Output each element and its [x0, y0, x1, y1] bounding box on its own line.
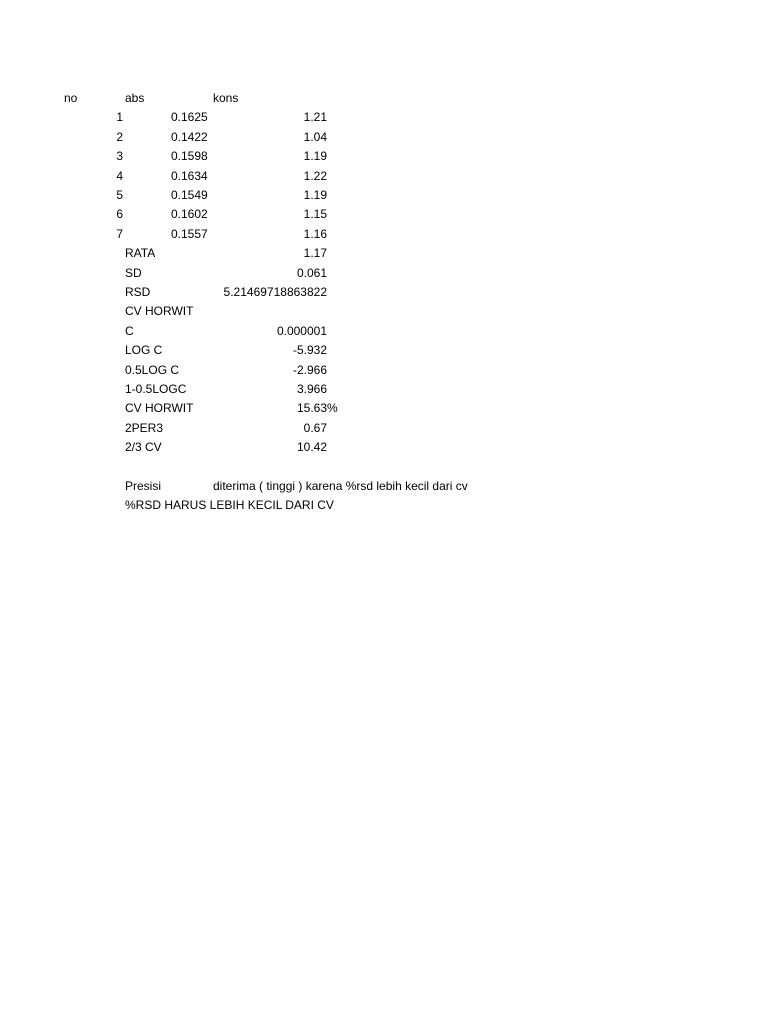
row-kons: 1.15: [303, 207, 327, 222]
stat-label: CV HORWIT: [125, 401, 194, 416]
row-abs: 0.1549: [171, 188, 208, 202]
stat-row-one-minus-half-log-c: [0, 380, 768, 399]
stat-row-cv-horwit-heading: [0, 302, 768, 321]
stat-value: -2.966: [292, 362, 327, 377]
stat-label: 2/3 CV: [125, 440, 162, 455]
row-abs: 0.1422: [171, 129, 208, 144]
stat-value: 0.000001: [276, 323, 327, 338]
conclusion-label: Presisi: [125, 479, 162, 493]
row-abs: 0.1557: [171, 226, 208, 241]
stat-value: 0.67: [303, 420, 327, 435]
header-row: [0, 89, 768, 108]
row-no: 1: [116, 110, 123, 125]
row-kons: 1.04: [303, 129, 327, 144]
row-abs: 0.1625: [171, 110, 208, 125]
row-no: 2: [116, 129, 123, 144]
conclusion-note: %RSD HARUS LEBIH KECIL DARI CV: [125, 498, 334, 513]
row-kons: 1.22: [303, 168, 327, 183]
stat-value: 10.42: [296, 440, 327, 455]
row-kons: 1.21: [303, 110, 327, 125]
row-abs: 0.1634: [171, 168, 208, 183]
stat-value: -5.932: [292, 343, 327, 358]
stat-label: SD: [125, 265, 142, 280]
stat-value: 15.63: [296, 401, 327, 416]
conclusion-row: [0, 477, 768, 496]
row-no: 4: [116, 168, 123, 183]
stat-label: 2PER3: [125, 420, 164, 435]
row-no: 5: [116, 188, 123, 202]
row-no: 6: [116, 207, 123, 222]
stat-value: 0.061: [296, 265, 327, 280]
header-no: no: [64, 91, 78, 105]
stat-row-half-log-c: [0, 361, 768, 380]
stat-row-rata: [0, 244, 768, 263]
stat-label: RSD: [125, 285, 151, 299]
stat-label: 1-0.5LOGC: [125, 382, 187, 396]
stat-value: 5.21469718863822: [223, 285, 327, 299]
table-row: [0, 225, 768, 244]
row-kons: 1.16: [303, 226, 327, 241]
table-row: [0, 205, 768, 224]
table-row: [0, 128, 768, 147]
stat-row-rsd: [0, 283, 768, 302]
header-kons: kons: [213, 91, 239, 105]
row-no: 3: [116, 149, 123, 164]
conclusion-text: diterima ( tinggi ) karena %rsd lebih kecil dari cv: [213, 479, 468, 493]
stat-label: LOG C: [125, 343, 163, 358]
header-abs: abs: [125, 91, 145, 105]
stat-value: 3.966: [296, 382, 327, 396]
stat-row-c: [0, 322, 768, 341]
table-row: [0, 186, 768, 205]
table-row: [0, 147, 768, 166]
row-kons: 1.19: [303, 149, 327, 164]
stat-row-2per3: [0, 419, 768, 438]
row-kons: 1.19: [303, 188, 327, 202]
stat-row-log-c: [0, 341, 768, 360]
table-row: [0, 167, 768, 186]
row-abs: 0.1598: [171, 149, 208, 164]
stat-row-2-3-cv: [0, 438, 768, 457]
stat-row-cv-horwit: [0, 399, 768, 418]
stat-label: CV HORWIT: [125, 304, 194, 319]
row-abs: 0.1602: [171, 207, 208, 222]
stat-label: RATA: [125, 246, 156, 261]
stat-row-sd: [0, 264, 768, 283]
row-no: 7: [116, 226, 123, 241]
percent-sign: %: [327, 401, 338, 416]
stat-label: C: [125, 323, 134, 338]
conclusion-note-row: [0, 496, 768, 515]
stat-label: 0.5LOG C: [125, 362, 180, 377]
table-row: [0, 108, 768, 127]
stat-value: 1.17: [303, 246, 327, 261]
